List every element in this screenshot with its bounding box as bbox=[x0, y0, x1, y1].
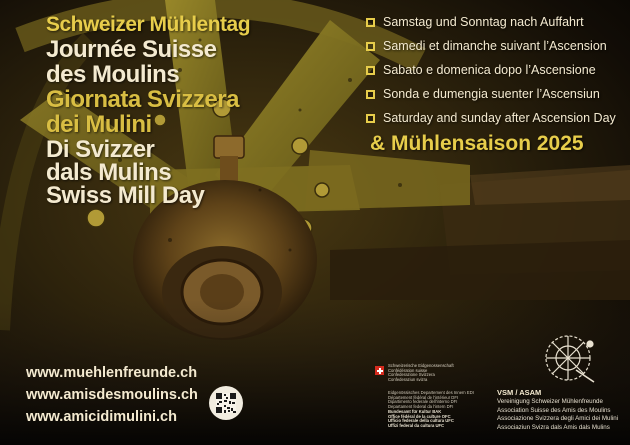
department-line: Departament federal da l’intern DFI bbox=[388, 404, 454, 410]
website-link-it[interactable]: www.amicidimulini.ch bbox=[26, 409, 177, 425]
qr-code-icon[interactable] bbox=[209, 386, 243, 420]
date-item bbox=[366, 34, 616, 58]
website-list bbox=[26, 362, 198, 428]
title-french-line1: Journée Suisse bbox=[46, 36, 217, 63]
vsm-abbreviation: VSM / ASAM bbox=[497, 388, 542, 397]
square-bullet-icon bbox=[366, 114, 375, 123]
date-text: Sonda e dumengia suenter l’Ascensiun bbox=[383, 87, 600, 101]
website-link-de[interactable]: www.muehlenfreunde.ch bbox=[26, 365, 198, 381]
vsm-name-line: Associazione Svizzera degli Amici dei Mulini bbox=[497, 415, 619, 423]
date-text: Saturday and sunday after Ascension Day bbox=[383, 111, 616, 125]
office-line: Ufficio federale della cultura UFC bbox=[388, 418, 454, 424]
confederation-line: Confederaziun svizra bbox=[388, 376, 428, 382]
vsm-name-line: Association Suisse des Amis des Moulins bbox=[497, 406, 611, 414]
confederation-block bbox=[388, 364, 488, 382]
date-item bbox=[366, 82, 616, 106]
title-romansh-line2: dals Mulins bbox=[46, 159, 172, 186]
mill-season-heading: & Mühlensaison 2025 bbox=[370, 132, 584, 155]
square-bullet-icon bbox=[366, 66, 375, 75]
confederation-line: Confederazione Svizzera bbox=[388, 372, 435, 378]
office-line: Bundesamt für Kultur BAK bbox=[388, 408, 442, 414]
title-romansh-line1: Di Svizzer bbox=[46, 136, 155, 163]
swiss-cross-icon bbox=[375, 366, 384, 375]
title-english: Swiss Mill Day bbox=[46, 182, 205, 209]
square-bullet-icon bbox=[366, 18, 375, 27]
department-line: Eidgenössisches Departement des Innern EDI bbox=[388, 390, 474, 395]
office-line: Office fédéral de la culture OFC bbox=[388, 413, 451, 419]
department-line: Dipartimento federale dell’interno DFI bbox=[388, 399, 458, 405]
square-bullet-icon bbox=[366, 90, 375, 99]
confederation-line: Schweizerische Eidgenossenschaft bbox=[388, 363, 454, 368]
title-german: Schweizer Mühlentag bbox=[46, 13, 251, 36]
vsm-name-line: Associaziun Svizra dals Amis dals Mulins bbox=[497, 423, 610, 431]
square-bullet-icon bbox=[366, 42, 375, 51]
title-italian-line2: dei Mulini bbox=[46, 111, 152, 138]
date-text: Samstag und Sonntag nach Auffahrt bbox=[383, 15, 584, 29]
confederation-line: Confédération suisse bbox=[388, 367, 428, 373]
title-french-line2: des Moulins bbox=[46, 61, 180, 88]
office-line: Uffizi federal da cultura UFC bbox=[388, 422, 445, 428]
website-link-fr[interactable]: www.amisdesmoulins.ch bbox=[26, 387, 198, 403]
vsm-mill-wheel-logo-icon bbox=[538, 330, 600, 386]
department-line: Département fédéral de l’intérieur DFI bbox=[388, 394, 459, 400]
vsm-association-block bbox=[497, 388, 618, 432]
date-text: Samedi et dimanche suivant l’Ascension bbox=[383, 39, 607, 53]
date-list bbox=[366, 10, 616, 130]
title-italian-line1: Giornata Svizzera bbox=[46, 86, 239, 113]
date-text: Sabato e domenica dopo l’Ascensione bbox=[383, 63, 596, 77]
department-block bbox=[388, 391, 498, 429]
date-item bbox=[366, 106, 616, 130]
date-item bbox=[366, 10, 616, 34]
vsm-name-line: Vereinigung Schweizer Mühlenfreunde bbox=[497, 398, 603, 405]
date-item bbox=[366, 58, 616, 82]
